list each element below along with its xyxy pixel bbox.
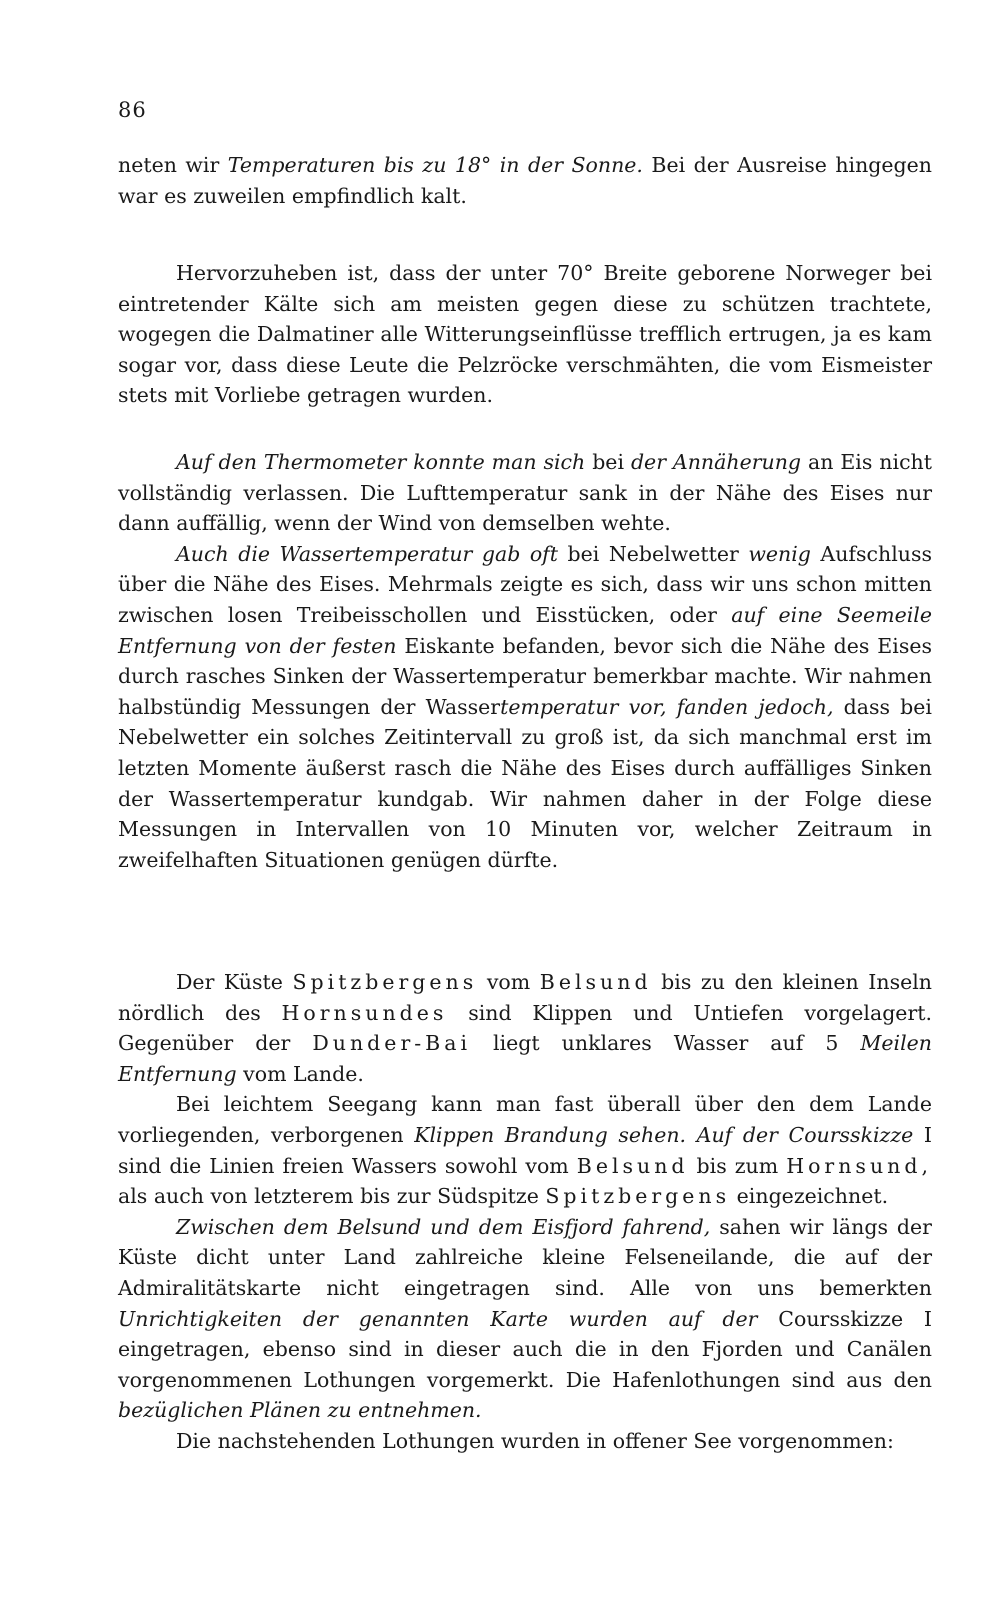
text-segment: Aufschluss über die Nähe des Eises. Mehrmals zeigte es sich, dass wir uns schon mitten zwischen losen Treibeisschollen und Eisstücken, oder <box>118 541 933 627</box>
text-segment: Hornsund, <box>786 1153 932 1178</box>
text-segment: Belsund <box>539 970 652 994</box>
text-segment: vom <box>477 970 540 994</box>
text-segment: Hornsundes <box>281 1000 448 1025</box>
paragraph <box>118 539 932 876</box>
text-segment: vom Lande. <box>236 1061 364 1086</box>
paragraph <box>118 447 932 539</box>
text-segment: Zwischen dem Belsund und dem Eisfjord fahrend, <box>176 1214 711 1239</box>
text-segment: der Annäherung <box>630 450 802 474</box>
text-segment: Dunder-Bai <box>312 1031 472 1056</box>
text-segment: Klippen Brandung sehen. Auf der Coursskizze <box>414 1122 914 1147</box>
text-segment: bezüglichen Plänen zu entnehmen. <box>118 1398 482 1423</box>
text-segment: dass bei Nebelwetter ein solches Zeitintervall zu groß ist, da sich manchmal erst im letzten Momente äußerst rasch die Nähe des Eises durch auffälliges Sinken der Wassertemperatur kundgab. Wir nahmen daher in der Folge diese Messungen in Intervallen von 10 Minuten vor, welcher Zeitraum in zweifelhaften Situationen genügen dürfte. <box>118 694 932 872</box>
page-number: 86 <box>118 98 147 122</box>
text-segment: Temperaturen bis zu 18° in der Sonne. <box>227 153 643 177</box>
text-segment: an Eis nicht vollständig verlassen. Die Lufttemperatur sank in der Nähe des Eises nur dann auffällig, wenn der Wind von demselben wehte. <box>118 450 932 536</box>
paragraph <box>118 1212 932 1426</box>
text-segment: Meilen Entfernung <box>118 1031 932 1086</box>
text-block-continuation <box>118 150 932 211</box>
text-segment: Hervorzuheben ist, dass der unter 70° Breite geborene Norweger bei eintretender Kälte sich am meisten gegen diese zu schützen trachtete, wogegen die Dalmatiner alle Witterungseinflüsse trefflich ertrugen, ja es kam sogar vor, dass diese Leute die Pelzröcke verschmähten, die vom Eismeister stets mit Vorliebe getragen wurden. <box>118 261 932 408</box>
text-segment: sahen wir längs der Küste dicht unter Land zahlreiche kleine Felseneilande, die auf der Admiralitätskarte nicht eingetragen sind. Alle von uns bemerkten <box>118 1214 932 1300</box>
paragraph <box>118 967 932 1089</box>
text-segment: bis zu den kleinen Inseln nördlich des <box>118 970 932 1025</box>
text-segment: Coursskizze I eingetragen, ebenso sind in dieser auch die in den Fjorden und Canälen vorgenommenen Lothungen vorgemerkt. Die Hafenlothungen sind aus den <box>118 1306 932 1392</box>
text-segment: Belsund <box>576 1153 689 1178</box>
paragraph <box>118 1089 932 1211</box>
text-segment: eingezeichnet. <box>730 1184 889 1209</box>
text-segment: Unrichtigkeiten der genannten Karte wurden auf der <box>118 1306 758 1331</box>
paragraph <box>118 1426 932 1457</box>
text-segment: bis zum <box>688 1153 787 1178</box>
text-segment: neten wir <box>118 153 228 177</box>
text-segment: Bei der Ausreise hingegen war es zuweilen empfindlich kalt. <box>118 153 932 208</box>
text-segment: auf eine Seemeile Entfernung von der festen <box>118 602 932 658</box>
text-segment: sind Klippen und Untiefen vorgelagert. Gegenüber der <box>118 1000 932 1056</box>
text-segment: temperatur vor, fanden jedoch, <box>500 694 834 719</box>
text-segment: als auch von letzterem bis zur Südspitze <box>118 1184 546 1209</box>
text-segment: Spitzbergens <box>545 1184 731 1209</box>
text-block-coast <box>118 967 932 1457</box>
text-segment: wenig <box>748 541 811 566</box>
text-segment: bei <box>585 450 631 474</box>
text-segment: Der Küste <box>176 970 293 994</box>
text-segment: Spitzbergens <box>292 970 478 994</box>
text-segment: Auch die Wassertemperatur gab oft <box>176 541 558 566</box>
text-segment: liegt unklares Wasser auf 5 <box>471 1031 861 1056</box>
text-segment: Auf den Thermometer konnte man sich <box>176 450 586 474</box>
paragraph <box>118 258 932 411</box>
text-segment: Eiskante befanden, bevor sich die Nähe des Eises durch rasches Sinken der Wassertemperatur bemerkbar machte. Wir nahmen halbstündig Messungen der Wasser <box>118 633 932 719</box>
text-segment: Bei leichtem Seegang kann man fast überall über den dem Lande vorliegenden, verborgenen <box>118 1092 932 1147</box>
text-block-crew <box>118 258 932 411</box>
paragraph <box>118 150 932 211</box>
text-segment: I sind die Linien freien Wassers sowohl vom <box>118 1122 932 1178</box>
text-segment: bei Nebelwetter <box>558 541 749 566</box>
text-segment: Die nachstehenden Lothungen wurden in offener See vorgenommen: <box>176 1428 894 1453</box>
text-block-ice-temperature <box>118 447 932 875</box>
